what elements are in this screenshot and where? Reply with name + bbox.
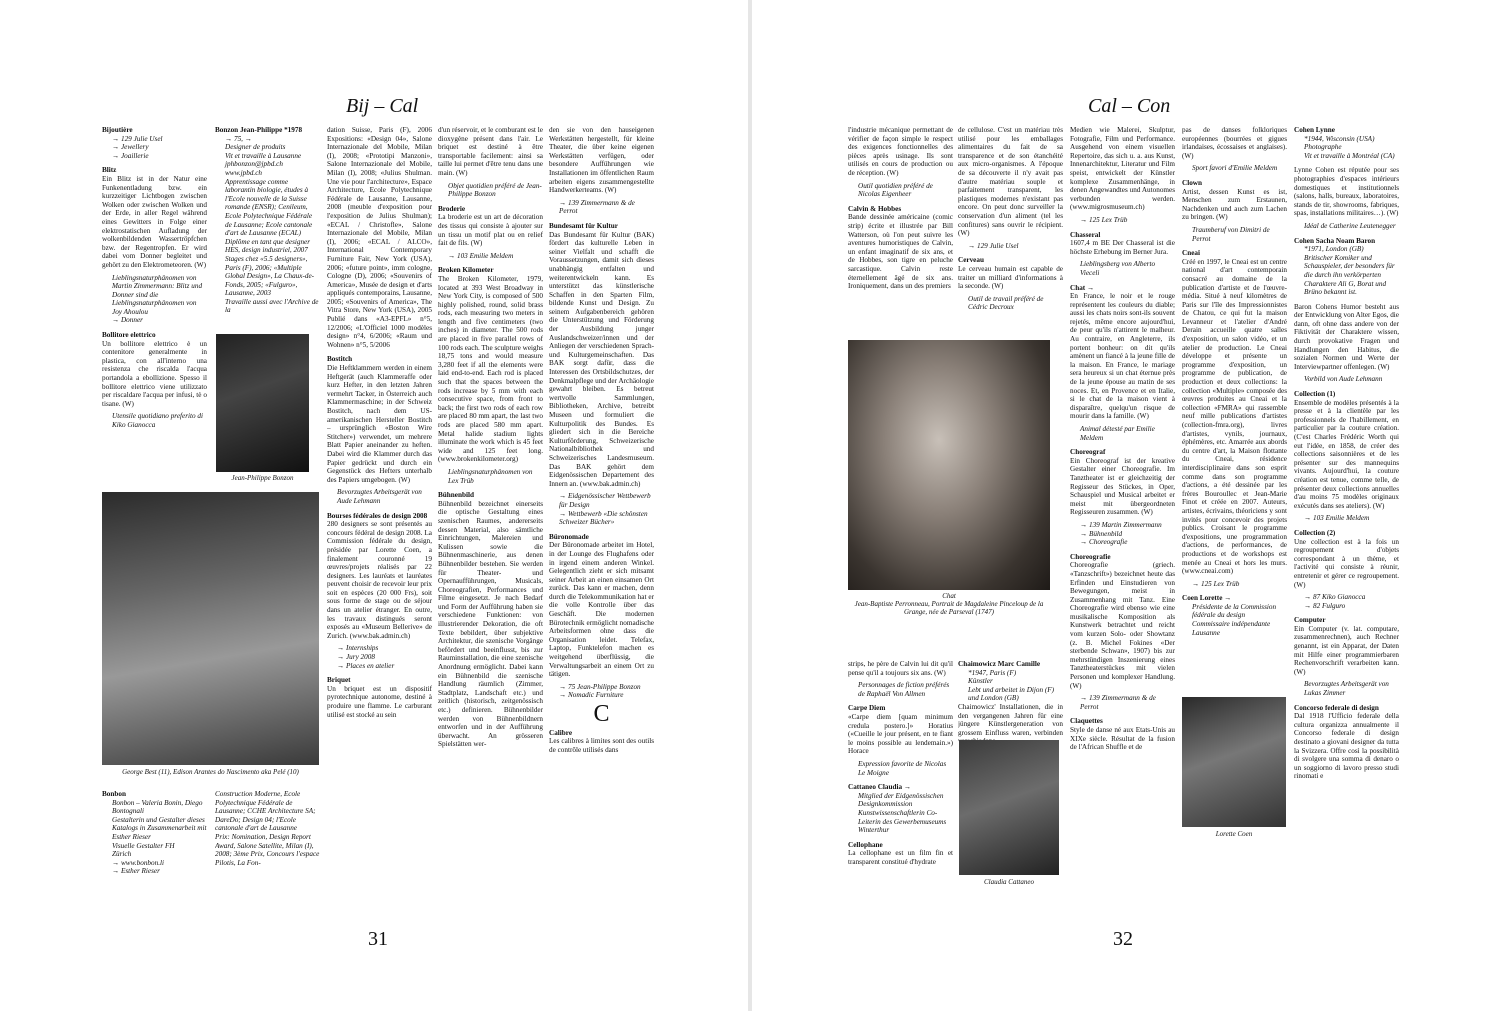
entry-body: Style de danse né aux Etats-Unis au XIXe siècle. Résultat de la fusion de l'African Shuffle et de (1070, 726, 1175, 752)
entry-body: strips, he père de Calvin lui dit qu'il pense qu'il a toujours six ans. (W) (848, 660, 953, 677)
entry-meta: Bevorzugtes Arbeitsgerät von Lukas Zimmer (1304, 680, 1389, 698)
entry-headword: Cohen Lynne (1294, 126, 1335, 134)
entry-headword: Calibre (549, 728, 573, 737)
page-header-right: Cal – Con (1088, 95, 1171, 117)
entry-body: dation Suisse, Paris (F), 2006 Expositions: «Design 04», Salone Internazionale del Mobile, Milan (I), 2008; «Prototipi Manzoni», Salone Internazionale del Mobile, Milan (I), 2008; «Julius Shulman. Une vie pour l'architecture», Espace Architecture, Ecole Polytechnique Fédérale de Lausanne, Lausanne, 2008 (meuble d'exposition pour l'exposition de Julius Shulman); «ECAL / Christofle», Salone Internazionale del Mobile, Milan (I), 2006; «ECAL / ALCO», International Contemporary Furniture Fair, New York (USA), 2006; «future point», imm cologne, Cologne (D), 2006; «Souvenirs of America», Musée de design et d'arts appliqués contemporains, Lausanne, 2005; «Souvenirs of America», The Vitra Store, New York (USA), 2005 Publié dans «A3-EPFL» n°5, 12/2006; «L'Officiel 1000 modèles design» n°4, 6/2006; «Raum und Wohnen» n°5, 5/2006 (327, 126, 432, 349)
bonzon-continued: Construction Moderne, Ecole Polytechnique Fédérale de Lausanne; CCHE Architecture SA; DareDo; Design 04; l'Ecole cantonale d'art de Lausanne Prix: Nomination, Design Report Award, Salone Satellite, Milan (I), 2008; 3ème Prix, Concours l'espace Pilotis, La Fon- (215, 790, 320, 867)
dictionary-entry (1294, 166, 1399, 230)
dictionary-entry (1182, 126, 1287, 173)
entry-body: Dal 1918 l'Ufficio federale della cultura organizza annualmente il Concorso federale di design destinato a giovani designer da tutta la Svizzera. Offre così la possibilità di svolgere una somma di denaro o un soggiorno di lavoro presso studi rinomati e (1294, 712, 1399, 781)
dictionary-entry (1070, 553, 1175, 712)
entry-body: Un briquet est un dispositif pyrotechnique autonome, destiné à produire une flamme. Le carburant utilisé est stocké au sein (327, 684, 432, 719)
dictionary-entry (1070, 448, 1175, 547)
entry-body: 280 designers se sont présentés au concours fédéral de design 2008. La Commission fédérale du design, présidée par Lorette Coen, a finalement couronné 19 œuvres/projets réalisés par 22 designers. Les lauréats et lauréates peuvent choisir de recevoir leur prix soit en espèces (20 000 Frs), soit sous forme de stage ou de séjour dans un atelier étranger. En outre, les travaux distingués seront exposés au «Museum Bellerive» de Zurich. (www.bak.admin.ch) (327, 520, 432, 640)
right-column-1 (848, 126, 953, 336)
dictionary-entry (1294, 529, 1399, 610)
dictionary-entry (1182, 249, 1287, 588)
dictionary-entry (549, 729, 654, 755)
dictionary-entry (1070, 717, 1175, 751)
entry-headword: Bostitch (327, 355, 353, 364)
entry-headword: Cattaneo Claudia → (848, 783, 912, 792)
entry-body: 1607,4 m BE Der Chasseral ist die höchste Erhebung im Berner Jura. (1070, 239, 1175, 256)
bonzon-portrait-caption: Jean-Philippe Bonzon (231, 474, 294, 482)
dictionary-entry (549, 222, 654, 527)
entry-body: Die Heftklammern werden in einem Heftgerät (auch Klammeraffe oder kurz Hefter, in den letzten Jahren vermehrt Tacker, in Österreich auch Klammermaschine; in der Schweiz Bostitch, nach dem US-amerikanischen Hersteller Bostitch – ursprünglich «Boston Wire Stitcher») verwendet, um mehrere Blatt Papier aneinander zu heften. Dabei wird die Klammer durch das Papier gedrückt und durch ein Gegenstück des Hefters unterhalb des Papiers umgebogen. (W) (327, 364, 432, 484)
entry-meta: *1971, London (GB) Britischer Komiker und Schauspieler, der besonders für die durch ihn verkörperten Charaktere Ali G, Borat und Brüno bekannt ist. (1304, 245, 1395, 297)
entry-body: Der Büronomade arbeitet im Hotel, in der Lounge des Flughafens oder in irgend einem anderen Winkel. Gelegentlich zieht er sich mitsamt seiner Arbeit an einen einsamen Ort zurück. Das kann er machen, denn durch die Telekommunikation hat er die volle Kontrolle über das Geschäft. Die modernen Bürotechnik ermöglicht nomadische Arbeitsformen ohne dass die Organisation leidet. Telefax, Laptop, Funktelefon machen es weitgehend überflüssig, die Verwaltungsarbeit an einem Ort zu tätigen. (549, 541, 654, 679)
dictionary-entry (102, 331, 207, 430)
entry-meta: → 75 Jean-Philippe Bonzon → Nomadic Furniture (559, 682, 641, 700)
left-column-5 (549, 126, 654, 826)
dictionary-entry (549, 533, 654, 700)
entry-meta: → Eidgenössischer Wettbewerb für Design → Wettbewerb «Die schönsten Schweizer Bücher» (559, 492, 651, 527)
right-column-3 (1070, 126, 1175, 886)
entry-meta: → 139 Zimmermann & de Perrot (559, 198, 635, 216)
entry-body: Bande dessinée américaine (comic strip) écrite et illustrée par Bill Watterson, où l'on peut suivre les aventures humoristiques de Calvin, un enfant imaginatif de six ans, et de Hobbes, son tigre en peluche sarcastique. Calvin reste éternellement âgé de six ans. Ironiquement, dans un des premiers (848, 213, 953, 291)
entry-body: The Broken Kilometer, 1979, located at 393 West Broadway in New York City, is composed of 500 highly polished, round, solid brass rods, each measuring two meters in length and five centimeters (two inches) in diameter. The 500 rods are placed in five parallel rows of 100 rods each. The sculpture weighs 18,75 tons and would measure 3,280 feet if all the elements were laid end-to-end. Each rod is placed such that the spaces between the rods increase by 5 mm with each consecutive space, from front to back; the first two rods of each row are placed 80 mm apart, the last two rods are placed 580 mm apart. Metal halide stadium lights illuminate the work which is 45 feet wide and 125 feet long. (www.brokenkilometer.org) (438, 274, 543, 464)
entry-headword: Computer (1294, 616, 1326, 625)
dictionary-entry (1294, 390, 1399, 523)
right-page (752, 0, 1500, 1011)
entry-headword: Choreografie (1070, 552, 1111, 561)
entry-meta: Personnages de fiction préférés de Raphaël Von Allmen (858, 681, 950, 698)
dictionary-entry (848, 660, 953, 698)
right-column-5 (1294, 126, 1399, 886)
entry-body: En France, le noir et le rouge représentent les couleurs du diable; aussi les chats noirs sont-ils souvent rejetés, même encore aujourd'hui, de peur qu'ils n'attirent le malheur. Au contraire, en Angleterre, ils portent bonheur: on dit qu'ils amènent un fiancé à la jeune fille de la maison. En France, le mariage sera heureux si un chat éternue près de la jeune épouse au matin de ses noces. Et, en Provence et en Italie, si le chat de la maison vient à disparaître, quelqu'un risque de mourir dans la famille. (W) (1070, 292, 1175, 421)
lorette-coen-caption: Lorette Coen (1215, 830, 1253, 838)
entry-body: Un bollitore elettrico è un contenitore generalmente in plastica, con all'interno una resistenza che riscalda l'acqua portandola a ebollizione. Spesso il bollitore elettrico viene utilizzato per riscaldare l'acqua per infusi, tè o tisane. (W) (102, 339, 207, 408)
entry-meta: Sport favori d'Emilie Meldem (1192, 164, 1278, 173)
entry-headword: Briquet (327, 676, 351, 685)
entry-body: C (593, 701, 610, 727)
entry-meta: → 129 Julie Usel (968, 241, 1019, 250)
entry-meta: Bevorzugtes Arbeitsgerät von Aude Lehmann (337, 488, 422, 505)
entry-headword: Bijoutière (102, 126, 133, 134)
entry-headword: Cneai (1182, 249, 1200, 258)
dictionary-entry (549, 701, 654, 727)
entry-headword: Bonbon (102, 790, 126, 798)
entry-meta: *1947, Paris (F) Künstler Lebt und arbeitet in Dijon (F) und London (GB) (968, 668, 1055, 703)
entry-meta: → 129 Julie Usel → Jewellery → Joaillerie (112, 134, 163, 160)
entry-body: de cellulose. C'est un matériau très utilisé pour les emballages alimentaires du fait de sa transparence et de son étanchéité aux micro-organismes. A l'époque de sa découverte il n'y avait pas d'autre matériau souple et parfaitement transparent, les plastiques modernes n'existant pas encore. On peut donc surveiller la conservation d'un aliment (tel les confitures) sans ouvrir le récipient. (W) (958, 126, 1063, 238)
entry-body: La broderie est un art de décoration des tissus qui consiste à ajouter sur un tissu un motif plat ou en relief fait de fils. (W) (438, 213, 543, 248)
entry-body: Choreografie (griech. «Tanzschrift») bezeichnet heute das Erfinden und Einstudieren von Bewegungen, meist in Zusammenhang mit Tanz. Eine Choreografie wird ebenso wie eine musikalische Komposition als Kunstwerk betrachtet und reicht vom kurzen Solo- oder Showtanz (z. B. Michel Fokines «Der sterbende Schwan», 1907) bis zur mehrstündigen Inszenierung eines Tanztheaterstückes mit vielen Personen und komplexer Handlung. (W) (1070, 561, 1175, 690)
entry-meta: → 103 Emilie Meldem (1304, 514, 1370, 523)
entry-meta: → 103 Emilie Meldem (448, 251, 514, 260)
portrait-painting (848, 340, 1050, 590)
entry-meta: Lieblingsnaturphänomen von Martin Zimmermann: Blitz und Donner sind die Lieblingsnaturphänomen von Joy Ahoulou → Donner (112, 273, 203, 325)
entry-meta: Bonbon – Valeria Bonin, Diego Bontognali Gestalterin und Gestalter dieses Katalogs in Zusammenarbeit mit Esther Rieser Visuelle Gestalter FH Zürich → www.bonbon.li → Esther Rieser (112, 798, 207, 876)
entry-meta: → 87 Kiko Gianocca → 82 Fulguro (1304, 593, 1366, 610)
entry-headword: Choreograf (1070, 448, 1106, 457)
left-column-3 (327, 126, 432, 886)
entry-meta: Lieblingsberg von Alberto Vieceli (1080, 260, 1156, 277)
entry-meta: Utensile quotidiano preferito di Kiko Gianocca (112, 412, 203, 429)
bonbon-entry (102, 790, 207, 890)
page-header-left: Bij – Cal (346, 95, 419, 117)
entry-body: Une collection est à la fois un regroupement d'objets correspondant à un thème, et l'activité qui consiste à réunir, entretenir et gérer ce regroupement. (W) (1294, 537, 1399, 589)
entry-meta: Idéal de Catherine Leutenegger (1304, 221, 1396, 230)
entry-headword: Büronomade (549, 532, 589, 541)
claudia-cattaneo-caption: Claudia Cattaneo (984, 878, 1034, 886)
claudia-cattaneo-photo (959, 740, 1059, 875)
dictionary-entry (848, 704, 953, 777)
entry-headword: Blitz (102, 166, 117, 175)
entry-headword: Concorso federale di design (1294, 703, 1379, 712)
entry-meta: Expression favorite de Nicolas Le Moigne (858, 759, 947, 777)
entry-body: Das Bundesamt für Kultur (BAK) fördert das kulturelle Leben in seiner Vielfalt und schafft die Voraussetzungen, damit sich dieses unabhängig entfalten und weiterentwickeln kann. Es unterstützt das künstlerische Schaffen in den Sparten Film, bildende Kunst und Design. Zu seinem Aufgabenbereich gehören die Unterstützung und Förderung der Ausbildung junger Auslandschweizer/innen und der Anliegen der verschiedenen Sprach- und Kulturgemeinschaften. Das BAK sorgt dafür, dass die Interessen des Ortsbildschutzes, der Denkmalpflege und der Archäologie gewahrt bleiben. Es betreut wertvolle Sammlungen, Bibliotheken, Archive, betreibt Museen und formuliert die Kulturpolitik des Bundes. Es gliedert sich in die Bereiche Kulturförderung, Schweizerische Nationalbibliothek und Schweizerisches Landesmuseum. Das BAK gehört dem Eidgenössischen Departement des Innern an. (www.bak.admin.ch) (549, 230, 654, 488)
entry-headword: Carpe Diem (848, 704, 886, 713)
entry-headword: Claquettes (1070, 717, 1103, 726)
painting-caption: Chat Jean-Baptiste Perronneau, Portrait de Magdaleine Pinceloup de la Grange, née de Parseval (1747) (854, 592, 1044, 616)
left-column-1 (102, 126, 207, 491)
right-column-1-lower (848, 660, 953, 890)
dictionary-entry (848, 205, 953, 291)
entry-body: Bühnenbild bezeichnet einerseits die optische Gestaltung eines szenischen Raumes, andererseits dessen Material, also sämtliche Einrichtungen, Malereien und Kulissen sowie die Bühnenmaschinerie, aus denen Bühnenbilder bestehen. Sie werden für Theater- und Opernaufführungen, Musicals, Choreografien, Performances und Filme eingesetzt. Je nach Bedarf und Form der Aufführung haben sie verschiedene Funktionen: von illustrierender Dekoration, die oft Texte bebildert, über subjektive Architektur, die szenische Vorgänge befördert und beeinflusst, bis zur Rauminstallation, die eine szenische Anordnung ermöglicht. Dabei kann ein Bühnenbild die szenische Handlung räumlich (Zimmer, Stadtplatz, Landschaft etc.) und zeitlich (historisch, zeitgenössisch etc.) definieren. Bühnenbilder werden von Bühnenbildnern entworfen und in der Aufführung überwacht. An grösseren Spielstätten wer- (438, 499, 543, 749)
dictionary-entry (549, 126, 654, 216)
entry-meta: → 125 Lex Trüb (1080, 215, 1128, 224)
entry-body: Ein Blitz ist in der Natur eine Funkenentladung bzw. ein kurzzeitiger Lichtbogen zwischen Wolken oder zwischen Wolken und der Erde, in aller Regel während eines Gewitters in Folge einer elektrostatischen Aufladung der wolkenbildenden Wassertröpfchen bzw. der Regentropfen. Er wird dabei vom Donner begleitet und gehört zu den Elektrometeoren. (W) (102, 174, 207, 269)
entry-meta: Animal détesté par Emilie Meldem (1080, 425, 1155, 442)
entry-meta: → Internships → Jury 2008 → Places en atelier (337, 644, 395, 670)
entry-body: La cellophane est un film fin et transparent constitué d'hydrate (848, 849, 953, 866)
left-page (0, 0, 748, 1011)
entry-headword: Bundesamt für Kultur (549, 221, 618, 230)
entry-headword: Bonzon Jean-Philippe *1978 (215, 126, 303, 134)
dictionary-entry (327, 676, 432, 719)
dictionary-entry (1294, 303, 1399, 384)
dictionary-entry (958, 256, 1063, 312)
entry-headword: Collection (1) (1294, 390, 1336, 399)
dictionary-entry (102, 166, 207, 325)
dictionary-entry (438, 205, 543, 261)
entry-body: Chaimowicz' Installationen, die in den vergangenen Jahren für eine jüngere Künstlergeneration von grossem Einfluss waren, verbinden (958, 702, 1063, 737)
entry-headword: Bollitore elettrico (102, 331, 156, 340)
bonzon-portrait-photo (216, 334, 309, 472)
entry-body: Lynne Cohen est réputée pour ses photographies d'espaces intérieurs domestiques et institutionnels (salons, halls, bureaux, laboratoires, stands de tir, showrooms, fabriques, spas, installations militaires…). (W) (1294, 166, 1399, 218)
left-column-2 (215, 126, 320, 334)
entry-body: Ein Choreograf ist der kreative Gestalter einer Choreografie. Im Tanztheater ist er gleichzeitig der Regisseur des Stückes, in Oper, Schauspiel und Musical arbeitet er meist mit übergeordneten Regisseuren zusammen. (W) (1070, 456, 1175, 517)
right-column-2 (958, 126, 1063, 336)
entry-meta: Vorbild von Aude Lehmann (1304, 375, 1383, 384)
entry-meta: → 75, → Designer de produits Vit et travaille à Lausanne jphbonzon@jpbd.ch www.jpbd.ch Apprentissage comme laborantin biologie, études à l'Ecole nouvelle de la Suisse romande (ENSR); Cenileum, Ecole Polytechnique Fédérale de Lausanne; Ecole cantonale d'art de Lausanne (ECAL) Diplôme en tant que designer HES, design industriel, 2007 Stages chez «5.5 designers», Paris (F), 2006; «Multiple Global Design», La Chaux-de-Fonds, 2005; «Fulguro», Lausanne, 2003 Travaille aussi avec l'Archive de la (225, 134, 319, 315)
dictionary-entry (1294, 616, 1399, 697)
dictionary-entry (1182, 179, 1287, 243)
entry-body: l'industrie mécanique permettant de vérifier de façon simple le respect des exigences fonctionnelles des pièces après usinage. Ils sont utilisés en cours de production ou de réception. (W) (848, 126, 953, 177)
entry-headword: Chasseral (1070, 230, 1101, 239)
entry-headword: Bourses fédérales de design 2008 (327, 511, 428, 520)
dictionary-entry (848, 126, 953, 199)
entry-meta: Outil quotidien préféré de Nicolas Eigenheer (858, 181, 933, 199)
entry-headword: Cerveau (958, 256, 984, 265)
dictionary-entry (1294, 237, 1399, 297)
dictionary-entry (1182, 594, 1287, 637)
entry-body: Créé en 1997, le Cneai est un centre national d'art contemporain consacré au domaine de la publication d'artiste et de l'œuvre-média. Situé à neuf kilomètres de Paris sur l'île des Impressionnistes de Chatou, ce qui fut la maison Levanneur et l'atelier d'André Derain accueille quatre salles d'exposition, un salon vidéo, et un atelier de production. Le Cneai développe et présente un programme d'exposition, un programme de publication, de production et deux collections: la collection «Multiple» composée des œuvres produites au Cneai et la collection «FMRA» qui rassemble neuf mille publications d'artistes (collection-fmra.org), livres d'artistes, vynils, journaux, éphémères, etc. Amarrée aux abords du centre d'art, la Maison flottante du Cneai, résidence interdisciplinaire dans son esprit comme dans son programme d'actions, a été dessinée par les frères Bouroullec et Jean-Marie Finot et créée en 2007. Auteurs, artistes, écrivains, théoriciens y sont invités pour concevoir des projets publics. Croisant le programme d'expositions, une programmation d'actions, de performances, de productions et de workshops est menée au Cneai et hors les murs. (www.cneai.com) (1182, 257, 1287, 576)
entry-body: Le cerveau humain est capable de traiter un milliard d'informations à la seconde. (W) (958, 264, 1063, 291)
entry-meta: Mitglied der Eidgenössischen Designkommission Kunstwissenschaftlerin Co-Leiterin des Gewerbemuseums Winterthur (858, 791, 947, 835)
entry-headword: Collection (2) (1294, 528, 1336, 537)
entry-body: Baron Cohens Humor besteht aus der Entwicklung von Alter Egos, die dann, oft ohne dass andere von der Fiktivität der Charaktere wissen, durch provokative Fragen und Handlungen den Habitus, die sozialen Normen und Werte der Interviewpartner offenlegen. (W) (1294, 302, 1399, 371)
dictionary-entry (1294, 126, 1399, 160)
entry-body: Ensemble de modèles présentés à la presse et à la clientèle par les professionnels de l'habillement, en particulier par la couture création. (C'est Charles Frédéric Worth qui eut l'idée, en 1858, de créer des collections saisonnières et de les présenter sur des mannequins vivants. Aujourd'hui, la couture création est tenue, comme telle, de présenter deux collections annuelles d'au moins 75 modèles originaux exécutés dans ses ateliers). (W) (1294, 398, 1399, 510)
page-number-right: 32 (1113, 928, 1133, 950)
entry-meta: Traumberuf von Dimitri de Perrot (1192, 225, 1270, 243)
dictionary-entry (958, 126, 1063, 250)
dictionary-entry (327, 512, 432, 671)
chaimowicz-entry (958, 660, 1063, 745)
entry-meta: → 139 Zimmermann & de Perrot (1080, 694, 1156, 711)
dictionary-entry (438, 266, 543, 485)
entry-headword: Broderie (438, 204, 466, 213)
entry-headword: Coen Lorette → (1182, 594, 1232, 603)
entry-headword: Calvin & Hobbes (848, 204, 902, 213)
entry-meta: Présidente de la Commission fédérale du design Commissaire indépendante Lausanne (1192, 602, 1277, 637)
entry-headword: Cohen Sacha Noam Baron (1294, 236, 1376, 245)
entry-meta: → 125 Lex Trüb (1192, 579, 1240, 588)
left-column-4 (438, 126, 543, 886)
entry-headword: Chat → (1070, 283, 1095, 292)
dictionary-entry (438, 126, 543, 199)
right-column-4 (1182, 126, 1287, 686)
entry-body: pas de danses folkloriques européennes (bourrées et gigues irlandaises, écossaises et anglaises). (W) (1182, 126, 1287, 160)
dictionary-entry (848, 783, 953, 835)
entry-headword: Bühnenbild (438, 491, 474, 500)
dictionary-entry (1070, 231, 1175, 278)
football-caption: George Best (11), Edison Arantes do Nascimento aka Pelé (10) (122, 768, 299, 776)
dictionary-entry (327, 126, 432, 349)
entry-headword: Clown (1182, 178, 1202, 187)
entry-body: Les calibres à limites sont des outils de contrôle utilisés dans (549, 737, 654, 754)
entry-body: «Carpe diem [quam minimum credula postero.]» Horatius («Cueille le jour présent, en te fiant le moins possible au lendemain.») Horace (848, 712, 953, 756)
entry-body: Medien wie Malerei, Skulptur, Fotografie, Film und Performance. Ausgehend von einem visuellen Repertoire, das sich u. a. aus Kunst, Innenarchitektur, Literatur und Film speist, entwickelt der Künstler komplexe Zusammenhänge, in denen Angewandtes und Autonomes verbunden werden. (www.migrosmuseum.ch) (1070, 126, 1175, 212)
dictionary-entry (848, 841, 953, 867)
entry-meta: Objet quotidien préféré de Jean-Philippe Bonzon (448, 181, 542, 199)
football-photo (102, 492, 319, 765)
dictionary-entry (438, 491, 543, 749)
dictionary-entry (215, 126, 320, 315)
entry-headword: Chaimowicz Marc Camille (958, 660, 1041, 668)
dictionary-entry (1070, 284, 1175, 443)
dictionary-entry (1070, 126, 1175, 225)
entry-body: den sie von den hauseigenen Werkstätten hergestellt, für kleine Theater, die über keine eigenen Werkstätten verfügen, oder besondere Aufführungen wie Installationen im öffentlichen Raum arbeiten eigens zusammengestellte Handwerkerteams. (W) (549, 126, 654, 195)
entry-headword: Broken Kilometer (438, 266, 494, 275)
entry-body: Artist, dessen Kunst es ist, Menschen zum Erstaunen, Nachdenken und auch zum Lachen zu bringen. (W) (1182, 187, 1287, 222)
entry-body: d'un réservoir, et le comburant est le dioxygène présent dans l'air. Le briquet est destiné à être transportable facilement: ainsi sa taille lui permet d'être tenu dans une main. (W) (438, 126, 543, 177)
entry-body: Ein Computer (v. lat. computare, zusammenrechnen), auch Rechner genannt, ist ein Apparat, der Daten mit Hilfe einer programmierbaren Rechenvorschrift verarbeiten kann. (W) (1294, 624, 1399, 676)
entry-meta: → 139 Martin Zimmermann → Bühnenbild → Choreografie (1080, 520, 1162, 547)
entry-headword: Cellophane (848, 840, 883, 849)
page-number-left: 31 (368, 928, 388, 950)
dictionary-entry (1294, 704, 1399, 781)
lorette-coen-photo (1182, 697, 1286, 827)
entry-meta: *1944, Wisconsin (USA) Photographe Vit et travaille à Montréal (CA) (1304, 134, 1395, 160)
entry-meta: Lieblingsnaturphänomen von Lex Trüb (448, 467, 533, 485)
dictionary-entry (102, 126, 207, 160)
entry-meta: Outil de travail préféré de Cédric Decroux (968, 294, 1044, 312)
dictionary-entry (327, 355, 432, 505)
